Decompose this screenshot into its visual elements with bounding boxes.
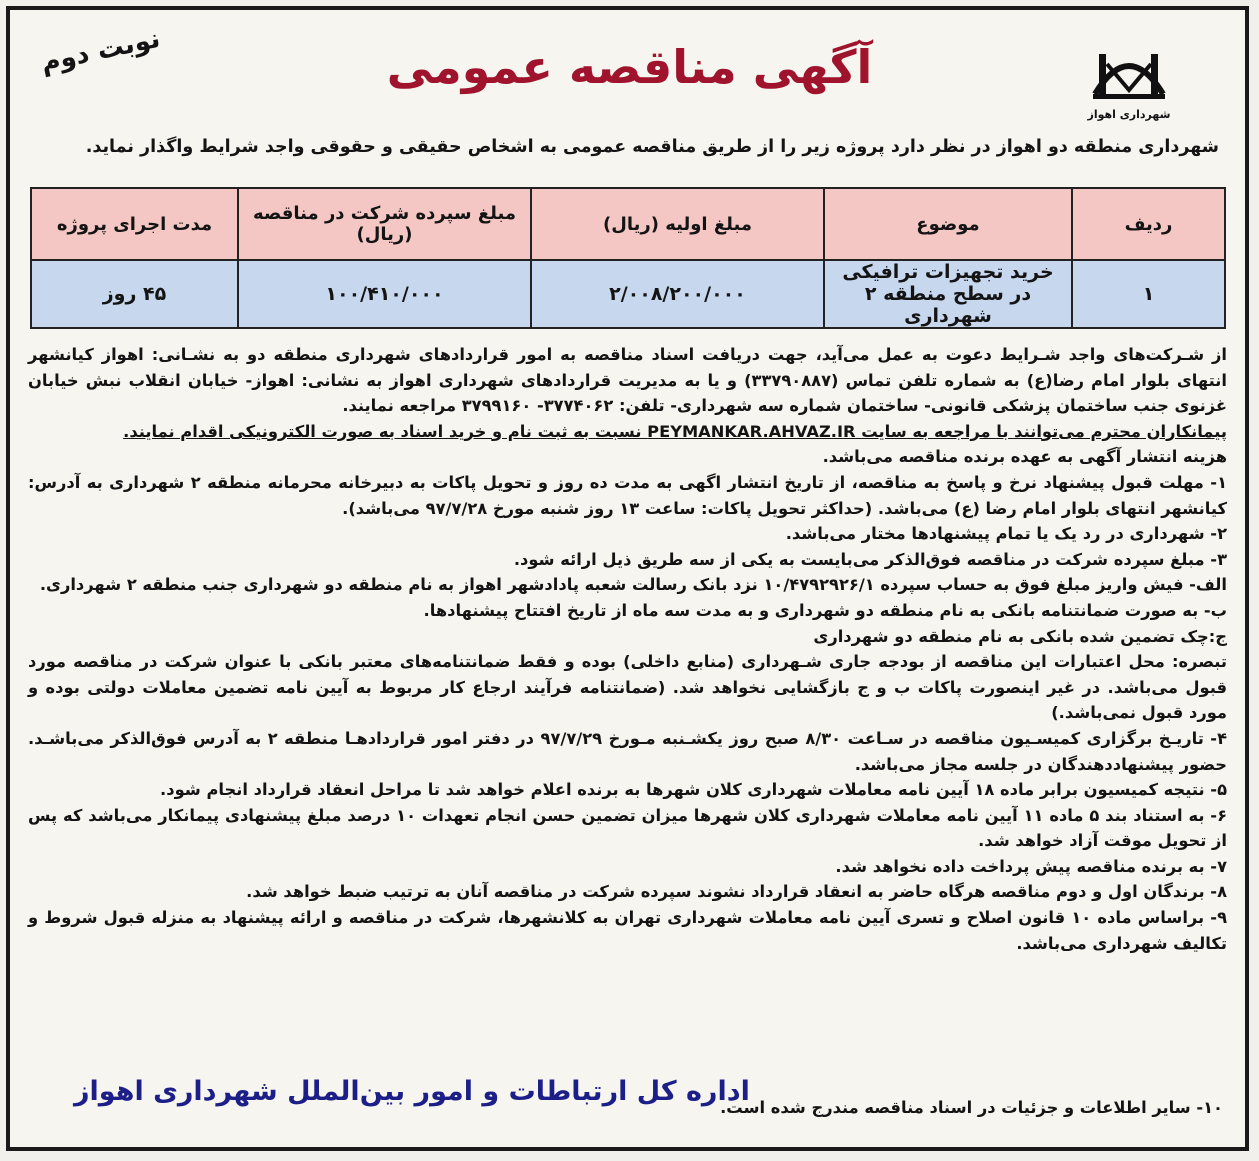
header-cell: مبلغ سپرده شرکت در مناقصه (ریال) bbox=[238, 188, 531, 260]
paragraph: ۷- به برنده مناقصه پیش پرداخت داده نخواهد شد. bbox=[835, 856, 1227, 876]
table-header-row bbox=[31, 188, 1225, 260]
page-title: آگهی مناقصه عمومی bbox=[386, 40, 873, 94]
header-cell: مدت اجرای پروژه bbox=[31, 188, 238, 260]
conditions-body bbox=[28, 342, 1227, 956]
logo-caption: شهرداری اهواز bbox=[1087, 108, 1171, 121]
intro-text: شهرداری منطقه دو اهواز در نظر دارد پروژه زیر را از طریق مناقصه عمومی به اشخاص حقیقی و حقوقی واجد شرایط واگذار نماید. bbox=[85, 137, 1219, 157]
table-cell: خرید تجهیزات ترافیکی در سطح منطقه ۲ شهرداری bbox=[824, 260, 1072, 328]
paragraph: از شـرکت‌های واجد شـرایط دعوت به عمل می‌آید، جهت دریافت اسناد مناقصه به امور قراردادهای شهرداری منطقه دو به نشـانی: اهواز کیانشهر انتهای بلوار امام رضا(ع) به شماره تلفن تماس (۳۳۷۹۰۸۸۷) و یا به مدیریت قراردادهای شهرداری اهواز به نشانی: اهواز- خیابان انقلاب نبش خیابان غزنوی جنب ساختمان پزشکی قانونی- ساختمان شماره سه شهرداری- تلفن: ۳۷۷۴۰۶۲- ۳۷۹۹۱۶۰ مراجعه نمایند. bbox=[28, 345, 1227, 416]
table-cell: ۱۰۰/۴۱۰/۰۰۰ bbox=[238, 260, 531, 328]
paragraph: هزینه انتشار آگهی به عهده برنده مناقصه می‌باشد. bbox=[822, 447, 1227, 467]
table-cell: ۴۵ روز bbox=[31, 260, 238, 328]
paragraph-website: پیمانکاران محترم می‌توانند با مراجعه به سایت PEYMANKAR.AHVAZ.IR نسبت به ثبت نام و خرید اسناد به صورت الکترونیکی اقدام نمایند. bbox=[123, 421, 1227, 441]
paragraph: ج:چک تضمین شده بانکی به نام منطقه دو شهرداری bbox=[813, 626, 1227, 646]
last-item: ۱۰- سایر اطلاعات و جزئیات در اسناد مناقصه مندرج شده است. bbox=[720, 1098, 1223, 1117]
header-cell: موضوع bbox=[824, 188, 1072, 260]
paragraph: ۵- نتیجه کمیسیون برابر ماده ۱۸ آیین نامه معاملات شهرداری کلان شهرها به برنده اعلام خواهد شد تا مراحل انعقاد قرارداد انجام شود. bbox=[160, 780, 1227, 800]
paragraph: ب- به صورت ضمانتنامه بانکی به نام منطقه دو شهرداری و به مدت سه ماه از تاریخ افتتاح پیشنهادها. bbox=[423, 600, 1227, 620]
header-cell: مبلغ اولیه (ریال) bbox=[531, 188, 824, 260]
paragraph: ۶- به استناد بند ۵ ماده ۱۱ آیین نامه معاملات شهرداری کلان شهرها میزان تضمین حسن انجام تعهدات ۱۰ درصد مبلغ پیشنهادی پیمانکار می‌باشد که پس از تحویل موقت آزاد خواهد شد. bbox=[28, 805, 1228, 851]
paragraph: ۱- مهلت قبول پیشنهاد نرخ و پاسخ به مناقصه، از تاریخ انتشار اگهی به مدت ده روز و تحویل پاکات به دبیرخانه محرمانه منطقه ۲ شهرداری به آدرس: کیانشهر انتهای بلوار امام رضا (ع) می‌باشد. (حداکثر تحویل پاکات: ساعت ۱۳ روز شنبه مورخ ۹۷/۷/۲۸ می‌باشد). bbox=[28, 472, 1228, 518]
paragraph: ۹- براساس ماده ۱۰ قانون اصلاح و تسری آیین نامه معاملات شهرداری تهران به کلانشهرها، شرکت در مناقصه و ارائه پیشنهاد به منزله قبول شروط و تکالیف شهرداری می‌باشد. bbox=[28, 908, 1227, 953]
table-cell: ۲/۰۰۸/۲۰۰/۰۰۰ bbox=[531, 260, 824, 328]
footer-office: اداره کل ارتباطات و امور بین‌الملل شهرداری اهواز bbox=[74, 1076, 750, 1107]
paragraph: ۴- تاریـخ برگزاری کمیسـیون مناقصه در سـاعت ۸/۳۰ صبح روز یکشـنبه مـورخ ۹۷/۷/۲۹ در دفتر امور قراردادهـا منطقه ۲ به آدرس فوق‌الذکر می‌باشـد. حضور پیشنهاددهندگان در جلسه مجاز می‌باشد. bbox=[28, 728, 1227, 774]
table-row bbox=[31, 260, 1225, 328]
round-label: نوبت دوم bbox=[38, 23, 163, 79]
paragraph: تبصره: محل اعتبارات این مناقصه از بودجه جاری شـهرداری (منابع داخلی) بوده و فقط ضمانتنامه‌های معتبر بانکی با عنوان شرکت در مناقصه مورد قبول می‌باشد. در غیر اینصورت پاکات ب و ج بازگشایی نخواهد شد. (ضمانتنامه فرآیند ارجاع کار مربوط به آیین نامه تضمین معاملات دولتی بوده و مورد قبول نمی‌باشد.) bbox=[28, 652, 1227, 723]
paragraph: الف- فیش واریز مبلغ فوق به حساب سپرده ۱۰/۴۷۹۲۹۲۶/۱ نزد بانک رسالت شعبه پادادشهر اهواز به نام منطقه دو شهرداری جنب منطقه ۲ شهرداری. bbox=[39, 575, 1227, 595]
paragraph: ۳- مبلغ سپرده شرکت در مناقصه فوق‌الذکر می‌بایست به یکی از سه طریق ذیل ارائه شود. bbox=[513, 549, 1227, 569]
paragraph: ۲- شهرداری در رد یک یا تمام پیشنهادها مختار می‌باشد. bbox=[785, 524, 1227, 544]
paragraph: ۸- برندگان اول و دوم مناقصه هرگاه حاضر به انعقاد قرارداد نشوند سپرده شرکت در مناقصه آنان به ترتیب ضبط خواهد شد. bbox=[246, 882, 1227, 902]
header-cell: ردیف bbox=[1072, 188, 1225, 260]
table-cell: ۱ bbox=[1072, 260, 1225, 328]
tender-table bbox=[30, 187, 1226, 329]
